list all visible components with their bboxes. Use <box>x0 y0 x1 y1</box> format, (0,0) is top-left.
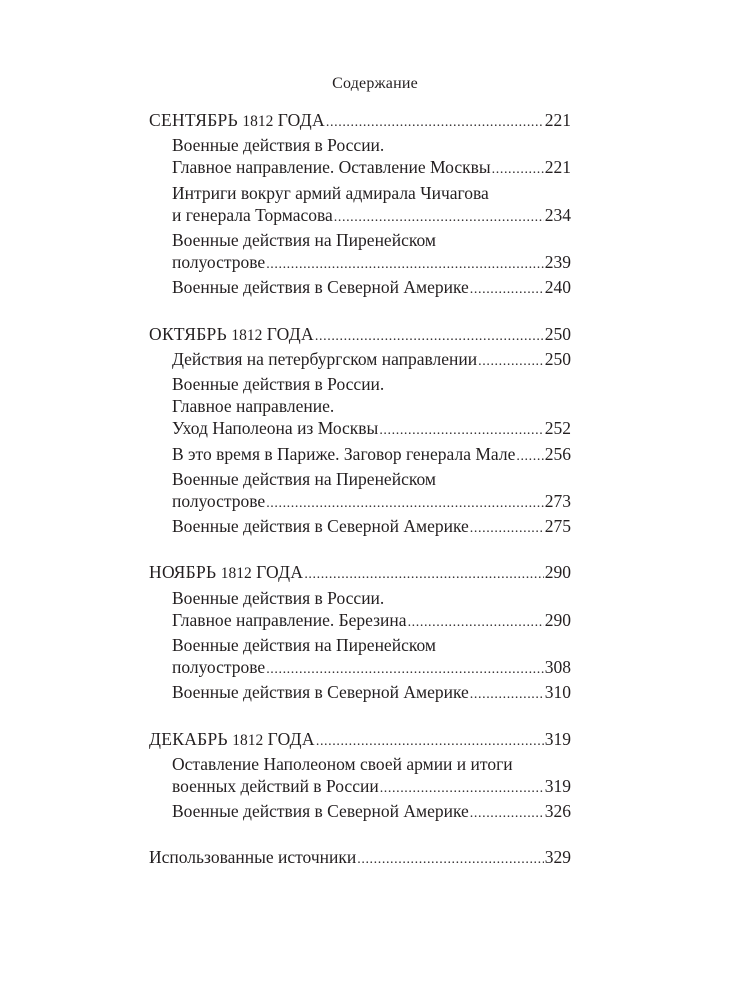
page-number: 273 <box>544 491 571 512</box>
toc-entry-title: военных действий в России <box>172 776 379 797</box>
toc-entry-title: Действия на петербургском направлении <box>172 348 478 369</box>
year-number: 1812 <box>232 731 264 749</box>
page-number: 234 <box>544 204 571 225</box>
dot-leader <box>357 846 544 871</box>
page-number: 308 <box>544 657 571 678</box>
toc-entry[interactable] <box>149 609 571 634</box>
toc-section-november <box>149 561 571 706</box>
toc-heading-september[interactable] <box>149 109 571 134</box>
toc-entry-text-line: Военные действия в России. <box>172 135 385 156</box>
dot-leader <box>492 156 544 181</box>
dot-leader <box>316 728 544 753</box>
year-word: ГОДА <box>256 562 304 583</box>
toc-entry[interactable] <box>149 681 571 706</box>
toc-entry-text-line: Оставление Наполеоном своей армии и итоги <box>172 753 513 774</box>
toc-entry-text-line: Военные действия на Пиренейском <box>172 635 436 656</box>
toc-entry-title: Военные действия в Северной Америке <box>172 516 469 537</box>
page-title: Содержание <box>332 75 418 92</box>
page-number: 240 <box>544 277 571 298</box>
page-number: 326 <box>544 801 571 822</box>
dot-leader <box>380 775 544 800</box>
toc-entry[interactable] <box>149 775 571 800</box>
toc-heading-december[interactable] <box>149 728 571 753</box>
toc-entry-title: Военные действия в Северной Америке <box>172 277 469 298</box>
toc-entry[interactable] <box>149 417 571 442</box>
month-name: ДЕКАБРЬ <box>149 728 228 749</box>
dot-leader <box>379 417 543 442</box>
dot-leader <box>334 204 544 229</box>
year-word: ГОДА <box>277 110 325 130</box>
year-number: 1812 <box>242 113 274 130</box>
toc-section-september <box>149 109 571 302</box>
toc-entry-title: и генерала Тормасова <box>172 204 333 225</box>
dot-leader <box>516 443 543 468</box>
dot-leader <box>470 681 544 706</box>
dot-leader <box>266 251 544 276</box>
toc-entry-title: полуострове <box>172 252 266 273</box>
toc-entry[interactable] <box>149 656 571 681</box>
page-number: 319 <box>544 776 571 797</box>
toc-entry-text-line: Военные действия на Пиренейском <box>172 468 436 489</box>
page-number: 329 <box>544 847 571 868</box>
dot-leader <box>478 348 544 373</box>
toc-entry-title: Использованные источники <box>149 847 357 868</box>
toc-entry-title: Главное направление. Оставление Москвы <box>172 157 491 178</box>
toc-entry-title: Военные действия в Северной Америке <box>172 682 469 703</box>
toc-entry[interactable] <box>149 251 571 276</box>
page-number: 290 <box>544 609 571 630</box>
toc-heading-october[interactable] <box>149 323 571 348</box>
page-number: 250 <box>544 348 571 369</box>
dot-leader <box>470 800 544 825</box>
toc-section-october <box>149 323 571 541</box>
month-name: НОЯБРЬ <box>149 562 217 583</box>
toc-entry-title: Военные действия в Северной Америке <box>172 801 469 822</box>
toc-entry-text-line: Военные действия в России. <box>172 374 385 395</box>
dot-leader <box>266 656 544 681</box>
toc-entry[interactable] <box>149 515 571 540</box>
month-name: СЕНТЯБРЬ <box>149 110 238 130</box>
month-name: ОКТЯБРЬ <box>149 323 227 344</box>
page-number: 250 <box>544 323 571 344</box>
toc-entry[interactable] <box>149 348 571 373</box>
dot-leader <box>315 323 544 348</box>
toc-section-december <box>149 728 571 826</box>
toc-entry[interactable] <box>149 276 571 301</box>
page-number: 239 <box>544 252 571 273</box>
dot-leader <box>266 490 544 515</box>
toc-entry[interactable] <box>149 490 571 515</box>
toc-heading-november[interactable] <box>149 561 571 586</box>
toc-entry-title: полуострове <box>172 657 266 678</box>
page-number: 310 <box>544 682 571 703</box>
toc-entry-title: Уход Наполеона из Москвы <box>172 418 379 439</box>
dot-leader <box>470 276 544 301</box>
toc-entry[interactable] <box>149 156 571 181</box>
year-word: ГОДА <box>267 728 315 749</box>
toc-entry[interactable] <box>149 443 571 468</box>
dot-leader <box>304 561 543 586</box>
page-number: 275 <box>544 516 571 537</box>
toc-entry-text-line: Военные действия на Пиренейском <box>172 230 436 251</box>
dot-leader <box>326 109 544 134</box>
toc-entry[interactable] <box>149 800 571 825</box>
toc-entry-title: полуострове <box>172 491 266 512</box>
toc-entry-text-line: Главное направление. <box>172 396 335 417</box>
table-of-contents <box>149 109 571 872</box>
dot-leader <box>470 515 544 540</box>
page-number: 221 <box>544 110 571 130</box>
toc-entry[interactable] <box>149 204 571 229</box>
year-number: 1812 <box>231 326 263 344</box>
dot-leader <box>408 609 544 634</box>
page-number: 252 <box>544 418 571 439</box>
page-number: 319 <box>544 728 571 749</box>
page-number: 221 <box>544 157 571 178</box>
toc-entry-sources[interactable] <box>149 846 571 871</box>
year-word: ГОДА <box>266 323 314 344</box>
toc-entry-title: В это время в Париже. Заговор генерала Мале <box>172 443 516 464</box>
toc-entry-text-line: Военные действия в России. <box>172 587 385 608</box>
year-number: 1812 <box>220 565 252 583</box>
toc-entry-text-line: Интриги вокруг армий адмирала Чичагова <box>172 182 489 203</box>
toc-entry-title: Главное направление. Березина <box>172 609 407 630</box>
toc-section-sources <box>149 846 571 871</box>
page-number: 256 <box>544 443 571 464</box>
page-number: 290 <box>544 562 571 583</box>
